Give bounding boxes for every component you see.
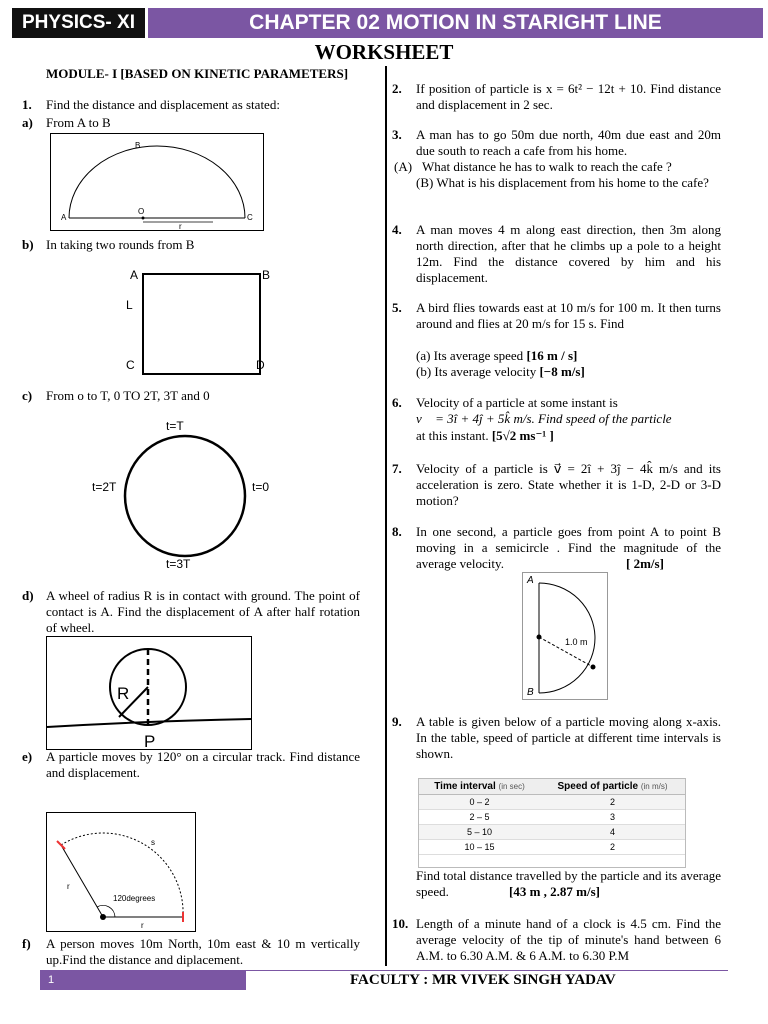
fig-e-label-r2: r xyxy=(141,921,144,930)
fig-b-label-b: B xyxy=(262,268,271,282)
table-header-time: Time interval xyxy=(434,781,496,792)
q1-number: 1. xyxy=(22,97,32,112)
q1-text: Find the distance and displacement as stated: xyxy=(46,97,280,112)
circle-figure xyxy=(88,416,288,576)
speed-table xyxy=(419,779,685,855)
table-cell: 2 xyxy=(540,840,685,855)
q4-text: A man moves 4 m along east direction, then 3m along north direction, after that he climbs up a pole to a height 12m. Find the distance covered by him and his displacement. xyxy=(416,222,721,285)
table-cell: 0 – 2 xyxy=(419,795,540,810)
q8-text: In one second, a particle goes from point A to point B moving in a semicircle . Find the magnitude of the average velocity. xyxy=(416,524,721,571)
q6-number: 6. xyxy=(392,395,402,410)
fig-e-label-s: s xyxy=(151,838,155,847)
faculty-name: FACULTY : MR VIVEK SINGH YADAV xyxy=(350,972,616,988)
qc-label: c) xyxy=(22,388,33,403)
q10-number: 10. xyxy=(392,916,409,931)
q3a-label: (A) xyxy=(394,159,413,174)
qe-label: e) xyxy=(22,749,33,764)
subject-label: PHYSICS- XI xyxy=(12,8,145,38)
module-heading: MODULE- I [BASED ON KINETIC PARAMETERS] xyxy=(46,66,349,81)
qb-text: In taking two rounds from B xyxy=(46,237,195,252)
qa-label: a) xyxy=(22,115,33,130)
column-divider xyxy=(385,66,387,966)
qc-text: From o to T, 0 TO 2T, 3T and 0 xyxy=(46,388,210,403)
fig-b-label-a: A xyxy=(130,268,139,282)
q6-answer: [5√2 ms⁻¹ ] xyxy=(491,428,554,443)
fig-a-label-c: C xyxy=(247,213,253,222)
table-header-row xyxy=(419,779,685,795)
q5-text: A bird flies towards east at 10 m/s for 100 m. It then turns around and flies at 20 m/s for 15 s. Find xyxy=(416,300,721,331)
q3-number: 3. xyxy=(392,127,402,142)
fig-q8-label-r: 1.0 m xyxy=(565,637,588,647)
table-row xyxy=(419,840,685,855)
page-number: 1 xyxy=(40,970,246,990)
semicircle-figure xyxy=(50,133,264,231)
fig-c-label-right: t=0 xyxy=(252,480,270,494)
fig-q8-label-a: A xyxy=(527,575,534,586)
q8-number: 8. xyxy=(392,524,402,539)
q7-text: Velocity of a particle is v⃗ = 2î + 3ĵ − 4k̂ m/s and its acceleration is zero. State whether it is 1-D, 2-D or 3-D motion? xyxy=(416,461,721,508)
fig-a-label-b: B xyxy=(135,141,141,150)
q9-answer: [43 m , 2.87 m/s] xyxy=(509,884,600,899)
qd-label: d) xyxy=(22,588,34,603)
fig-d-label-p: P xyxy=(144,732,156,749)
fig-b-label-l: L xyxy=(126,298,133,312)
square-figure xyxy=(120,263,280,378)
wheel-figure xyxy=(46,636,252,750)
qf-text: A person moves 10m North, 10m east & 10 m vertically up.Find the distance and diplacement. xyxy=(46,936,360,967)
q10-text: Length of a minute hand of a clock is 4.5 cm. Find the average velocity of the tip of minute's hand between 6 A.M. to 6.30 A.M. & 6 A.M. to 6.30 P.M xyxy=(416,916,721,963)
fig-c-label-left: t=2T xyxy=(92,480,117,494)
q5b-text: (b) Its average velocity xyxy=(416,364,537,379)
worksheet-title: WORKSHEET xyxy=(314,40,454,64)
q3b-text: (B) What is his displacement from his home to the cafe? xyxy=(416,175,709,190)
semicircle-ab-figure xyxy=(522,572,608,700)
table-header-time-unit: (in sec) xyxy=(498,782,525,791)
qb-label: b) xyxy=(22,237,34,252)
q6-text-end: at this instant. xyxy=(416,428,489,443)
q9-text: A table is given below of a particle moving along x-axis. In the table, speed of particle at different time intervals is shown. xyxy=(416,714,721,761)
fig-q8-label-b: B xyxy=(527,687,534,698)
table-cell: 2 xyxy=(540,795,685,810)
fig-a-label-r: r xyxy=(179,222,182,230)
table-row xyxy=(419,810,685,825)
fig-d-label-r: R xyxy=(117,684,130,703)
fig-c-label-bottom: t=3T xyxy=(166,557,191,571)
q9-after-text: Find total distance travelled by the particle and its average speed. xyxy=(416,868,721,899)
table-cell: 3 xyxy=(540,810,685,825)
q7-number: 7. xyxy=(392,461,402,476)
speed-table-box xyxy=(418,778,686,868)
q2-number: 2. xyxy=(392,81,402,96)
table-cell: 4 xyxy=(540,825,685,840)
q6-vector: v⃗ = 3î + 4ĵ + 5k̂ m/s. Find speed of the particle xyxy=(416,411,672,426)
q4-number: 4. xyxy=(392,222,402,237)
table-row xyxy=(419,795,685,810)
fig-a-label-a: A xyxy=(61,213,67,222)
fig-c-label-top: t=T xyxy=(166,419,184,433)
q2-text: If position of particle is x = 6t² − 12t + 10. Find distance and displacement in 2 sec. xyxy=(416,81,721,112)
fig-a-label-o: O xyxy=(138,207,145,216)
fig-b-label-c: C xyxy=(126,358,135,372)
q5b-answer: [−8 m/s] xyxy=(539,364,585,379)
q9-number: 9. xyxy=(392,714,402,729)
q6-text: Velocity of a particle at some instant is xyxy=(416,395,618,410)
chapter-title: CHAPTER 02 MOTION IN STARIGHT LINE xyxy=(148,8,763,38)
table-row xyxy=(419,825,685,840)
qf-label: f) xyxy=(22,936,31,951)
table-cell: 5 – 10 xyxy=(419,825,540,840)
fig-b-label-d: D xyxy=(256,358,265,372)
q3a-text: What distance he has to walk to reach the cafe ? xyxy=(422,159,672,174)
table-header-speed-unit: (in m/s) xyxy=(640,782,668,791)
table-header-speed: Speed of particle xyxy=(557,781,639,792)
qd-text: A wheel of radius R is in contact with ground. The point of contact is A. Find the displacement of A after half rotation of wheel. xyxy=(46,588,360,635)
qa-text: From A to B xyxy=(46,115,111,130)
q5a-text: (a) Its average speed xyxy=(416,348,524,363)
q3-text: A man has to go 50m due north, 40m due east and 20m due south to reach a cafe from his home. xyxy=(416,127,721,158)
q8-answer: [ 2m/s] xyxy=(626,556,664,571)
table-cell: 10 – 15 xyxy=(419,840,540,855)
qe-text: A particle moves by 120° on a circular track. Find distance and displacement. xyxy=(46,749,360,780)
arc-figure xyxy=(46,812,196,932)
q5a-answer: [16 m / s] xyxy=(526,348,578,363)
fig-e-label-r1: r xyxy=(67,882,70,891)
q5-number: 5. xyxy=(392,300,402,315)
table-cell: 2 – 5 xyxy=(419,810,540,825)
fig-e-label-angle: 120degrees xyxy=(113,894,156,903)
